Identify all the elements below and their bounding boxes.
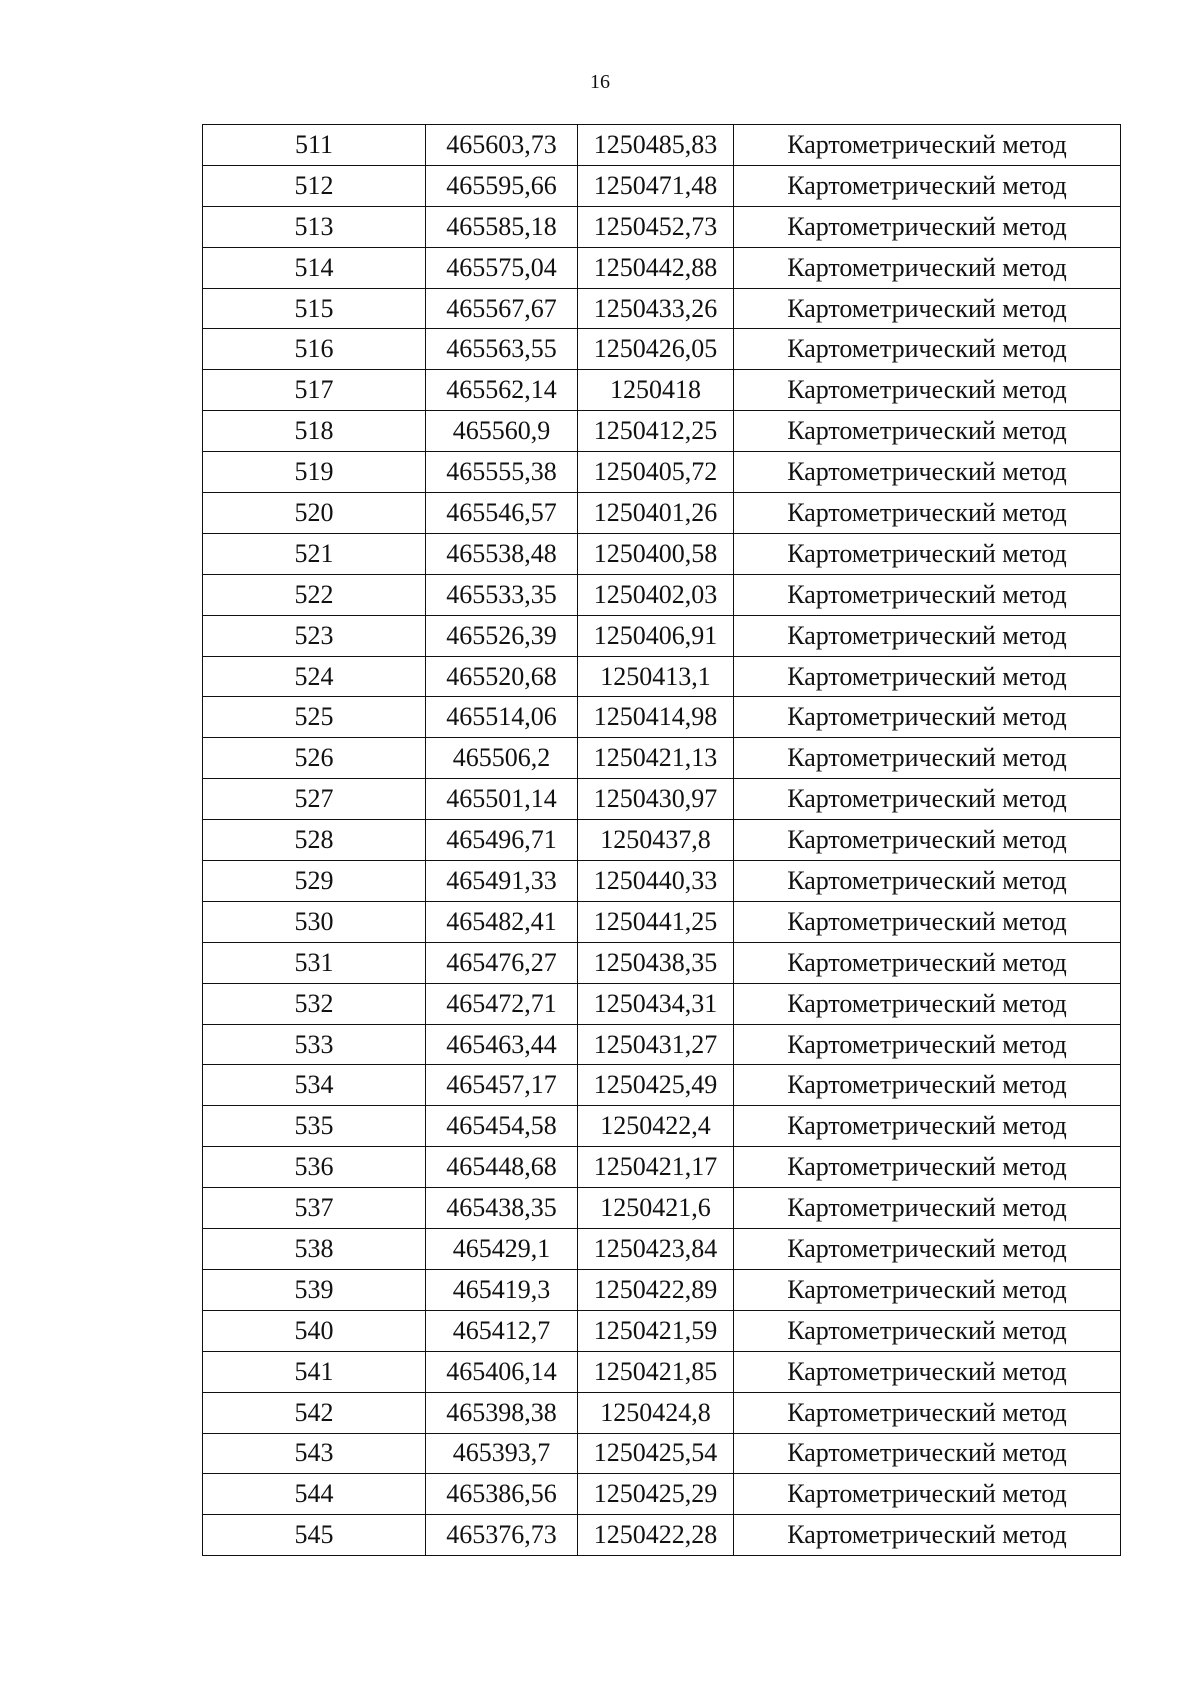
x-coordinate-cell: 465546,57 — [426, 493, 578, 534]
table-row — [203, 615, 1121, 656]
y-coordinate-cell: 1250433,26 — [578, 288, 734, 329]
table-row — [203, 574, 1121, 615]
y-coordinate-cell: 1250425,49 — [578, 1065, 734, 1106]
method-cell: Картометрический метод — [734, 247, 1121, 288]
y-coordinate-cell: 1250423,84 — [578, 1229, 734, 1270]
y-coordinate-cell: 1250441,25 — [578, 901, 734, 942]
table-row — [203, 779, 1121, 820]
y-coordinate-cell: 1250430,97 — [578, 779, 734, 820]
y-coordinate-cell: 1250431,27 — [578, 1024, 734, 1065]
y-coordinate-cell: 1250421,13 — [578, 738, 734, 779]
table-row — [203, 533, 1121, 574]
x-coordinate-cell: 465398,38 — [426, 1392, 578, 1433]
y-coordinate-cell: 1250422,4 — [578, 1106, 734, 1147]
method-cell: Картометрический метод — [734, 574, 1121, 615]
x-coordinate-cell: 465463,44 — [426, 1024, 578, 1065]
table-row — [203, 1106, 1121, 1147]
x-coordinate-cell: 465575,04 — [426, 247, 578, 288]
point-number-cell: 545 — [203, 1515, 426, 1556]
y-coordinate-cell: 1250412,25 — [578, 411, 734, 452]
method-cell: Картометрический метод — [734, 533, 1121, 574]
method-cell: Картометрический метод — [734, 452, 1121, 493]
table-row — [203, 206, 1121, 247]
point-number-cell: 534 — [203, 1065, 426, 1106]
point-number-cell: 541 — [203, 1351, 426, 1392]
x-coordinate-cell: 465506,2 — [426, 738, 578, 779]
method-cell: Картометрический метод — [734, 329, 1121, 370]
y-coordinate-cell: 1250422,89 — [578, 1269, 734, 1310]
point-number-cell: 542 — [203, 1392, 426, 1433]
y-coordinate-cell: 1250413,1 — [578, 656, 734, 697]
x-coordinate-cell: 465567,67 — [426, 288, 578, 329]
table-row — [203, 697, 1121, 738]
y-coordinate-cell: 1250401,26 — [578, 493, 734, 534]
x-coordinate-cell: 465457,17 — [426, 1065, 578, 1106]
method-cell: Картометрический метод — [734, 125, 1121, 166]
table-row — [203, 247, 1121, 288]
y-coordinate-cell: 1250426,05 — [578, 329, 734, 370]
table-row — [203, 165, 1121, 206]
table-row — [203, 1474, 1121, 1515]
x-coordinate-cell: 465514,06 — [426, 697, 578, 738]
table-row — [203, 125, 1121, 166]
x-coordinate-cell: 465533,35 — [426, 574, 578, 615]
method-cell: Картометрический метод — [734, 288, 1121, 329]
method-cell: Картометрический метод — [734, 942, 1121, 983]
method-cell: Картометрический метод — [734, 165, 1121, 206]
table-row — [203, 1310, 1121, 1351]
method-cell: Картометрический метод — [734, 1392, 1121, 1433]
method-cell: Картометрический метод — [734, 1310, 1121, 1351]
table-row — [203, 942, 1121, 983]
x-coordinate-cell: 465376,73 — [426, 1515, 578, 1556]
point-number-cell: 525 — [203, 697, 426, 738]
y-coordinate-cell: 1250425,29 — [578, 1474, 734, 1515]
table-row — [203, 452, 1121, 493]
point-number-cell: 520 — [203, 493, 426, 534]
page-number: 16 — [590, 71, 610, 93]
x-coordinate-cell: 465526,39 — [426, 615, 578, 656]
y-coordinate-cell: 1250414,98 — [578, 697, 734, 738]
table-row — [203, 656, 1121, 697]
y-coordinate-cell: 1250421,6 — [578, 1188, 734, 1229]
method-cell: Картометрический метод — [734, 861, 1121, 902]
method-cell: Картометрический метод — [734, 1024, 1121, 1065]
point-number-cell: 537 — [203, 1188, 426, 1229]
table-row — [203, 861, 1121, 902]
table-row — [203, 329, 1121, 370]
point-number-cell: 531 — [203, 942, 426, 983]
y-coordinate-cell: 1250405,72 — [578, 452, 734, 493]
y-coordinate-cell: 1250421,17 — [578, 1147, 734, 1188]
point-number-cell: 538 — [203, 1229, 426, 1270]
table-row — [203, 1392, 1121, 1433]
point-number-cell: 519 — [203, 452, 426, 493]
table-row — [203, 1188, 1121, 1229]
point-number-cell: 539 — [203, 1269, 426, 1310]
point-number-cell: 515 — [203, 288, 426, 329]
x-coordinate-cell: 465393,7 — [426, 1433, 578, 1474]
x-coordinate-cell: 465603,73 — [426, 125, 578, 166]
x-coordinate-cell: 465560,9 — [426, 411, 578, 452]
method-cell: Картометрический метод — [734, 983, 1121, 1024]
x-coordinate-cell: 465386,56 — [426, 1474, 578, 1515]
x-coordinate-cell: 465501,14 — [426, 779, 578, 820]
point-number-cell: 513 — [203, 206, 426, 247]
point-number-cell: 540 — [203, 1310, 426, 1351]
y-coordinate-cell: 1250402,03 — [578, 574, 734, 615]
table-row — [203, 983, 1121, 1024]
coordinates-table — [202, 124, 1121, 1556]
point-number-cell: 526 — [203, 738, 426, 779]
y-coordinate-cell: 1250422,28 — [578, 1515, 734, 1556]
point-number-cell: 535 — [203, 1106, 426, 1147]
table-row — [203, 1024, 1121, 1065]
table-row — [203, 1229, 1121, 1270]
method-cell: Картометрический метод — [734, 411, 1121, 452]
method-cell: Картометрический метод — [734, 1515, 1121, 1556]
point-number-cell: 532 — [203, 983, 426, 1024]
y-coordinate-cell: 1250421,59 — [578, 1310, 734, 1351]
table-row — [203, 1269, 1121, 1310]
table-row — [203, 820, 1121, 861]
method-cell: Картометрический метод — [734, 738, 1121, 779]
x-coordinate-cell: 465585,18 — [426, 206, 578, 247]
y-coordinate-cell: 1250471,48 — [578, 165, 734, 206]
point-number-cell: 524 — [203, 656, 426, 697]
method-cell: Картометрический метод — [734, 1351, 1121, 1392]
x-coordinate-cell: 465538,48 — [426, 533, 578, 574]
x-coordinate-cell: 465491,33 — [426, 861, 578, 902]
method-cell: Картометрический метод — [734, 370, 1121, 411]
y-coordinate-cell: 1250440,33 — [578, 861, 734, 902]
x-coordinate-cell: 465438,35 — [426, 1188, 578, 1229]
table-row — [203, 288, 1121, 329]
point-number-cell: 516 — [203, 329, 426, 370]
x-coordinate-cell: 465496,71 — [426, 820, 578, 861]
point-number-cell: 514 — [203, 247, 426, 288]
x-coordinate-cell: 465419,3 — [426, 1269, 578, 1310]
point-number-cell: 522 — [203, 574, 426, 615]
method-cell: Картометрический метод — [734, 493, 1121, 534]
y-coordinate-cell: 1250425,54 — [578, 1433, 734, 1474]
table-row — [203, 738, 1121, 779]
x-coordinate-cell: 465555,38 — [426, 452, 578, 493]
x-coordinate-cell: 465454,58 — [426, 1106, 578, 1147]
y-coordinate-cell: 1250438,35 — [578, 942, 734, 983]
point-number-cell: 543 — [203, 1433, 426, 1474]
method-cell: Картометрический метод — [734, 615, 1121, 656]
table-row — [203, 1515, 1121, 1556]
method-cell: Картометрический метод — [734, 901, 1121, 942]
method-cell: Картометрический метод — [734, 1106, 1121, 1147]
x-coordinate-cell: 465472,71 — [426, 983, 578, 1024]
y-coordinate-cell: 1250406,91 — [578, 615, 734, 656]
method-cell: Картометрический метод — [734, 1229, 1121, 1270]
x-coordinate-cell: 465429,1 — [426, 1229, 578, 1270]
method-cell: Картометрический метод — [734, 779, 1121, 820]
y-coordinate-cell: 1250485,83 — [578, 125, 734, 166]
point-number-cell: 544 — [203, 1474, 426, 1515]
point-number-cell: 536 — [203, 1147, 426, 1188]
point-number-cell: 533 — [203, 1024, 426, 1065]
x-coordinate-cell: 465595,66 — [426, 165, 578, 206]
point-number-cell: 511 — [203, 125, 426, 166]
x-coordinate-cell: 465476,27 — [426, 942, 578, 983]
point-number-cell: 521 — [203, 533, 426, 574]
table-row — [203, 1147, 1121, 1188]
x-coordinate-cell: 465563,55 — [426, 329, 578, 370]
coordinates-table-body — [203, 125, 1121, 1556]
method-cell: Картометрический метод — [734, 206, 1121, 247]
point-number-cell: 517 — [203, 370, 426, 411]
method-cell: Картометрический метод — [734, 1474, 1121, 1515]
y-coordinate-cell: 1250452,73 — [578, 206, 734, 247]
method-cell: Картометрический метод — [734, 697, 1121, 738]
point-number-cell: 518 — [203, 411, 426, 452]
point-number-cell: 523 — [203, 615, 426, 656]
x-coordinate-cell: 465406,14 — [426, 1351, 578, 1392]
y-coordinate-cell: 1250442,88 — [578, 247, 734, 288]
table-row — [203, 901, 1121, 942]
method-cell: Картометрический метод — [734, 1433, 1121, 1474]
y-coordinate-cell: 1250434,31 — [578, 983, 734, 1024]
method-cell: Картометрический метод — [734, 1269, 1121, 1310]
x-coordinate-cell: 465562,14 — [426, 370, 578, 411]
method-cell: Картометрический метод — [734, 656, 1121, 697]
method-cell: Картометрический метод — [734, 1065, 1121, 1106]
table-row — [203, 1351, 1121, 1392]
point-number-cell: 530 — [203, 901, 426, 942]
point-number-cell: 512 — [203, 165, 426, 206]
method-cell: Картометрический метод — [734, 820, 1121, 861]
table-row — [203, 1433, 1121, 1474]
x-coordinate-cell: 465412,7 — [426, 1310, 578, 1351]
y-coordinate-cell: 1250400,58 — [578, 533, 734, 574]
x-coordinate-cell: 465448,68 — [426, 1147, 578, 1188]
y-coordinate-cell: 1250424,8 — [578, 1392, 734, 1433]
point-number-cell: 527 — [203, 779, 426, 820]
x-coordinate-cell: 465482,41 — [426, 901, 578, 942]
table-row — [203, 493, 1121, 534]
y-coordinate-cell: 1250437,8 — [578, 820, 734, 861]
table-row — [203, 1065, 1121, 1106]
y-coordinate-cell: 1250421,85 — [578, 1351, 734, 1392]
table-row — [203, 411, 1121, 452]
x-coordinate-cell: 465520,68 — [426, 656, 578, 697]
point-number-cell: 529 — [203, 861, 426, 902]
point-number-cell: 528 — [203, 820, 426, 861]
y-coordinate-cell: 1250418 — [578, 370, 734, 411]
method-cell: Картометрический метод — [734, 1188, 1121, 1229]
method-cell: Картометрический метод — [734, 1147, 1121, 1188]
table-row — [203, 370, 1121, 411]
